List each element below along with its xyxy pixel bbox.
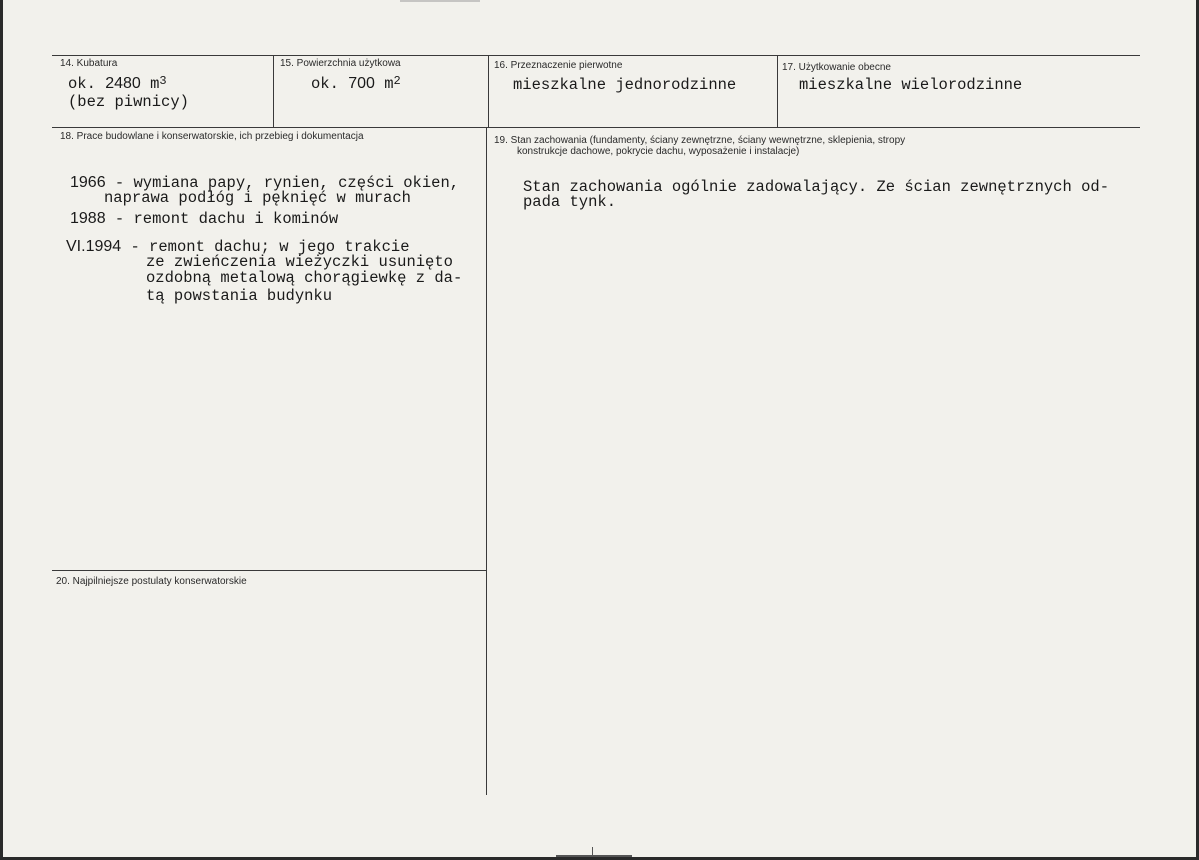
field-14-value xyxy=(68,75,167,94)
top-row-top-border xyxy=(52,55,1140,56)
card-left-edge xyxy=(0,0,3,860)
f14-unit: m xyxy=(140,75,160,93)
field-19-label-line-2: konstrukcje dachowe, pokrycie dachu, wyposażenie i instalacje) xyxy=(517,146,800,157)
field-18-label: 18. Prace budowlane i konserwatorskie, ich przebieg i dokumentacja xyxy=(60,131,364,142)
col-divider-1 xyxy=(273,55,274,127)
f18-entry-2-year: 1988 xyxy=(70,210,106,227)
field-14-note: (bez piwnicy) xyxy=(68,93,189,111)
f18-entry-1-year: 1966 xyxy=(70,174,106,191)
bottom-edge-mark xyxy=(556,855,632,857)
f14-number: 2480 xyxy=(105,75,141,92)
field-19-line-2: pada tynk. xyxy=(523,193,617,211)
field-17-value: mieszkalne wielorodzinne xyxy=(799,76,1023,94)
field-15-value xyxy=(311,75,401,94)
field-16-label: 16. Przeznaczenie pierwotne xyxy=(494,60,623,71)
main-vertical-divider xyxy=(486,127,487,795)
col-divider-3 xyxy=(777,55,778,127)
col-divider-2 xyxy=(488,55,489,127)
field-19-line-1: Stan zachowania ogólnie zadowalający. Ze ścian zewnętrznych od- xyxy=(523,178,1109,196)
f18-entry-1-line-2: naprawa podłóg i pęknięć w murach xyxy=(104,189,411,207)
field-15-label: 15. Powierzchnia użytkowa xyxy=(280,58,401,69)
field-16-value: mieszkalne jednorodzinne xyxy=(513,76,737,94)
f18-entry-3-line-3: ozdobną metalową chorągiewkę z da- xyxy=(146,269,463,287)
f18-entry-2-line-1 xyxy=(70,210,338,228)
field-14-label: 14. Kubatura xyxy=(60,58,118,69)
f18-entry-3-text-1: - remont dachu; w jego trakcie xyxy=(121,238,410,256)
f15-unit: m xyxy=(374,75,394,93)
f18-entry-3-line-2: ze zwieńczenia wieżyczki usunięto xyxy=(146,253,453,271)
f18-entry-2-text-1: - remont dachu i kominów xyxy=(105,210,339,228)
f15-exponent: 2 xyxy=(393,74,401,88)
f18-entry-3-line-4: tą powstania budynku xyxy=(146,287,333,305)
f15-number: 700 xyxy=(348,75,375,92)
top-row-bottom-border xyxy=(52,127,1140,128)
section-20-top-border xyxy=(52,570,486,571)
field-20-label: 20. Najpilniejsze postulaty konserwatorskie xyxy=(56,576,247,587)
top-smudge xyxy=(400,0,480,2)
f14-exponent: 3 xyxy=(159,74,167,88)
field-19-label-line-1: 19. Stan zachowania (fundamenty, ściany zewnętrzne, ściany wewnętrzne, sklepienia, stropy xyxy=(494,135,906,146)
bottom-edge-tick xyxy=(592,847,593,857)
f15-prefix: ok. xyxy=(311,75,349,93)
f18-entry-3-year: VI.1994 xyxy=(66,238,122,255)
f14-prefix: ok. xyxy=(68,75,106,93)
field-17-label: 17. Użytkowanie obecne xyxy=(782,62,891,73)
f18-entry-1-text-1: - wymiana papy, rynien, części okien, xyxy=(105,174,460,192)
